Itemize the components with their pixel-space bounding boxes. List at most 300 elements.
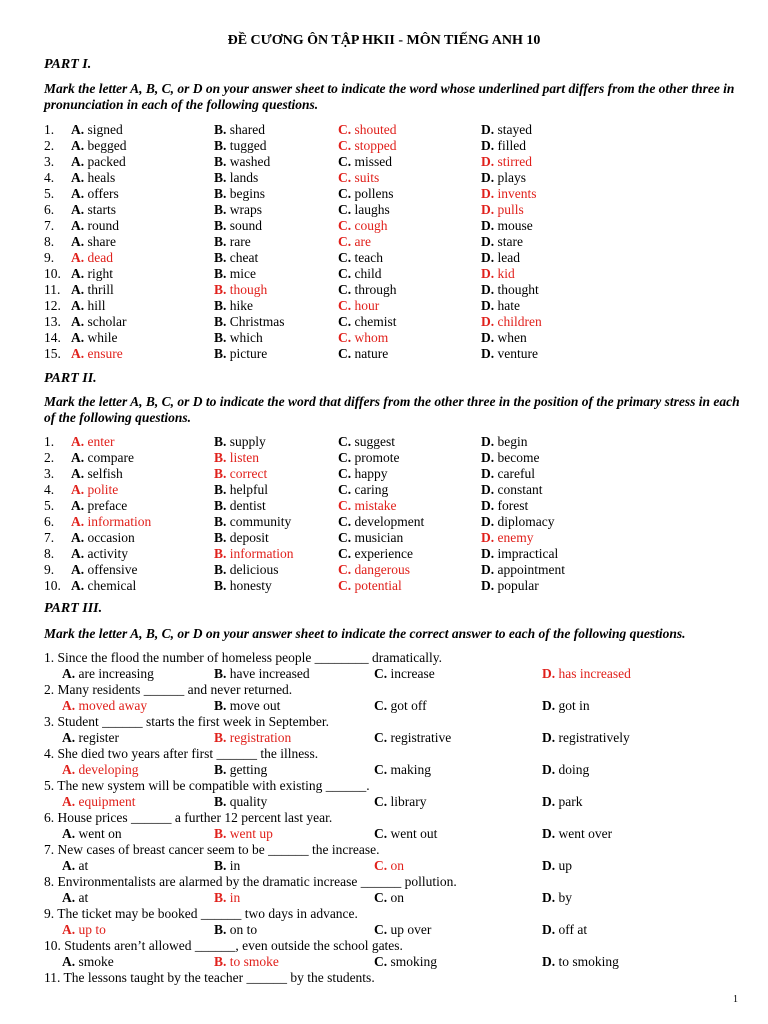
option-letter: B. (214, 314, 227, 329)
option-text: to smoke (229, 954, 279, 969)
option-a (62, 954, 114, 970)
option-text: doing (558, 762, 590, 777)
option-letter: B. (214, 250, 227, 265)
option-letter: C. (374, 666, 388, 681)
option-b (214, 666, 310, 682)
option-letter: B. (214, 530, 227, 545)
option-letter: C. (338, 482, 352, 497)
option-b (214, 858, 240, 874)
option-b (214, 578, 272, 594)
option-word: supply (229, 434, 266, 449)
option-text: off at (558, 922, 588, 937)
option-b (214, 890, 240, 906)
option-d (542, 666, 631, 682)
option-b (214, 298, 253, 314)
option-word: nature (354, 346, 389, 361)
question-stem: 9. The ticket may be booked ______ two days in advance. (44, 906, 358, 921)
part3-question-list (0, 650, 768, 986)
option-word: chemical (87, 578, 137, 593)
option-letter: D. (481, 282, 495, 297)
option-word: through (354, 282, 397, 297)
option-word: potential (354, 578, 402, 593)
option-text: has increased (558, 666, 631, 681)
option-letter: A. (71, 330, 85, 345)
option-letter: B. (214, 578, 227, 593)
option-d (481, 346, 538, 362)
option-letter: B. (214, 498, 227, 513)
option-letter: C. (338, 466, 352, 481)
option-word: cough (354, 218, 388, 233)
option-letter: D. (481, 530, 495, 545)
option-word: children (497, 314, 542, 329)
option-text: register (78, 730, 119, 745)
option-d (542, 794, 583, 810)
option-letter: A. (71, 346, 85, 361)
option-word: missed (354, 154, 393, 169)
part1-instruction: Mark the letter A, B, C, or D on your answer sheet to indicate the word whose underlined part differs from the other three in pronunciation in each of the following questions. (44, 81, 735, 112)
option-word: shouted (354, 122, 397, 137)
option-word: invents (497, 186, 537, 201)
option-letter: A. (71, 466, 85, 481)
option-text: park (558, 794, 583, 809)
option-word: rare (229, 234, 251, 249)
option-text: at (78, 858, 89, 873)
option-c (338, 434, 395, 450)
option-b (214, 482, 268, 498)
option-letter: A. (71, 546, 85, 561)
options-row (0, 794, 768, 810)
option-letter: A. (62, 954, 76, 969)
question-stem: 2. Many residents ______ and never returned. (44, 682, 293, 697)
option-letter: A. (71, 266, 85, 281)
option-b (214, 954, 279, 970)
option-c (338, 202, 390, 218)
option-letter: D. (481, 578, 495, 593)
option-letter: A. (71, 170, 85, 185)
option-c (374, 826, 437, 842)
option-a (71, 234, 116, 250)
question-number: 4. (44, 170, 55, 185)
option-text: registrative (390, 730, 452, 745)
option-a (62, 890, 88, 906)
option-d (542, 922, 587, 938)
option-word: impractical (497, 546, 559, 561)
option-c (374, 666, 435, 682)
option-d (481, 562, 565, 578)
option-d (481, 298, 520, 314)
option-text: registratively (558, 730, 630, 745)
option-c (338, 298, 379, 314)
option-word: tugged (229, 138, 267, 153)
option-letter: B. (214, 858, 227, 873)
option-b (214, 218, 262, 234)
option-letter: D. (481, 498, 495, 513)
question-number: 9. (44, 250, 55, 265)
option-letter: A. (62, 730, 76, 745)
option-c (374, 794, 427, 810)
option-word: careful (497, 466, 535, 481)
option-text: developing (78, 762, 139, 777)
option-b (214, 330, 263, 346)
option-text: equipment (78, 794, 136, 809)
option-word: diplomacy (497, 514, 555, 529)
option-b (214, 730, 291, 746)
option-text: went out (390, 826, 438, 841)
option-d (481, 138, 526, 154)
option-letter: D. (542, 858, 556, 873)
options-row (0, 858, 768, 874)
option-b (214, 250, 258, 266)
question-stem: 10. Students aren’t allowed ______, even outside the school gates. (44, 938, 403, 953)
option-word: Christmas (229, 314, 285, 329)
option-word: hour (354, 298, 380, 313)
option-word: wraps (229, 202, 263, 217)
option-letter: A. (71, 250, 85, 265)
option-letter: A. (62, 890, 76, 905)
option-c (374, 858, 404, 874)
option-letter: B. (214, 346, 227, 361)
option-letter: D. (481, 466, 495, 481)
option-text: up (558, 858, 572, 873)
option-word: are (354, 234, 371, 249)
option-text: went up (229, 826, 273, 841)
option-d (542, 954, 619, 970)
option-letter: C. (338, 562, 352, 577)
option-word: polite (87, 482, 119, 497)
option-word: dentist (229, 498, 266, 513)
option-word: community (229, 514, 292, 529)
option-c (338, 578, 402, 594)
option-word: chemist (354, 314, 397, 329)
option-letter: C. (338, 450, 352, 465)
option-letter: C. (338, 578, 352, 593)
option-letter: A. (71, 498, 85, 513)
option-a (71, 434, 114, 450)
option-c (338, 138, 397, 154)
option-word: hike (229, 298, 254, 313)
option-text: on (390, 858, 404, 873)
option-a (71, 330, 118, 346)
option-letter: D. (542, 698, 556, 713)
option-c (338, 562, 410, 578)
option-letter: A. (62, 922, 76, 937)
option-word: information (229, 546, 294, 561)
question-number: 2. (44, 450, 55, 465)
option-a (71, 562, 138, 578)
option-text: library (390, 794, 427, 809)
option-letter: D. (481, 250, 495, 265)
option-c (374, 698, 427, 714)
option-a (62, 730, 119, 746)
option-c (338, 482, 388, 498)
option-b (214, 530, 269, 546)
option-word: teach (354, 250, 383, 265)
option-letter: C. (338, 346, 352, 361)
option-word: pollens (354, 186, 394, 201)
option-b (214, 434, 266, 450)
option-word: lands (229, 170, 259, 185)
option-word: round (87, 218, 119, 233)
option-letter: B. (214, 514, 227, 529)
question-row (0, 346, 768, 362)
option-letter: B. (214, 218, 227, 233)
question-row (0, 234, 768, 250)
page-title: ĐỀ CƯƠNG ÔN TẬP HKII - MÔN TIẾNG ANH 10 (227, 33, 541, 48)
part1-question-list (0, 122, 768, 362)
option-word: enemy (497, 530, 534, 545)
option-a (71, 530, 135, 546)
question-number: 3. (44, 466, 55, 481)
option-word: popular (497, 578, 539, 593)
option-letter: C. (338, 170, 352, 185)
option-word: offers (87, 186, 119, 201)
question-number: 1. (44, 122, 55, 137)
option-c (338, 266, 382, 282)
option-word: constant (497, 482, 543, 497)
option-b (214, 546, 294, 562)
option-a (71, 138, 126, 154)
option-word: picture (229, 346, 268, 361)
option-letter: A. (62, 858, 76, 873)
option-b (214, 314, 285, 330)
option-c (338, 122, 397, 138)
option-b (214, 498, 266, 514)
option-letter: D. (481, 546, 495, 561)
option-d (481, 514, 555, 530)
option-c (374, 730, 451, 746)
part1-heading: PART I. (44, 57, 92, 72)
part3-instruction: Mark the letter A, B, C, or D on your answer sheet to indicate the correct answer to each of the following questions. (44, 626, 686, 641)
option-c (338, 450, 400, 466)
option-d (481, 234, 523, 250)
option-d (481, 170, 526, 186)
option-text: increase (390, 666, 435, 681)
option-d (481, 154, 532, 170)
question-number: 7. (44, 530, 55, 545)
option-text: in (229, 858, 241, 873)
option-b (214, 762, 267, 778)
question-row (0, 562, 768, 578)
option-text: went over (558, 826, 613, 841)
option-letter: C. (338, 154, 352, 169)
option-letter: A. (71, 202, 85, 217)
option-letter: D. (481, 202, 495, 217)
question-number: 5. (44, 186, 55, 201)
option-word: stayed (497, 122, 532, 137)
option-letter: A. (71, 514, 85, 529)
option-letter: C. (338, 546, 352, 561)
option-b (214, 266, 256, 282)
question-number: 8. (44, 546, 55, 561)
option-letter: C. (374, 794, 388, 809)
option-letter: B. (214, 298, 227, 313)
option-d (481, 314, 542, 330)
option-word: promote (354, 450, 400, 465)
option-letter: D. (542, 666, 556, 681)
option-letter: A. (71, 282, 85, 297)
option-a (71, 218, 119, 234)
option-letter: D. (542, 922, 556, 937)
option-word: helpful (229, 482, 269, 497)
question-number: 6. (44, 202, 55, 217)
question-row (0, 202, 768, 218)
option-d (481, 434, 528, 450)
option-a (71, 202, 116, 218)
option-text: registration (229, 730, 292, 745)
option-a (71, 282, 114, 298)
option-word: appointment (497, 562, 565, 577)
option-letter: D. (481, 234, 495, 249)
option-letter: D. (481, 218, 495, 233)
option-d (481, 330, 527, 346)
option-letter: B. (214, 826, 227, 841)
option-word: lead (497, 250, 520, 265)
option-a (62, 858, 88, 874)
option-letter: B. (214, 138, 227, 153)
option-letter: D. (542, 762, 556, 777)
option-d (481, 466, 535, 482)
option-a (62, 666, 154, 682)
option-letter: D. (481, 266, 495, 281)
option-text: got in (558, 698, 590, 713)
question-row (0, 330, 768, 346)
option-letter: C. (338, 314, 352, 329)
question-row (0, 218, 768, 234)
option-text: up over (390, 922, 432, 937)
option-letter: D. (542, 826, 556, 841)
option-letter: C. (338, 434, 352, 449)
option-letter: A. (62, 698, 76, 713)
option-letter: D. (481, 450, 495, 465)
option-a (71, 450, 134, 466)
options-row (0, 730, 768, 746)
question-stem: 5. The new system will be compatible with existing ______. (44, 778, 370, 793)
question-row (0, 154, 768, 170)
option-a (62, 826, 122, 842)
question-row (0, 514, 768, 530)
option-word: happy (354, 466, 388, 481)
option-a (71, 250, 113, 266)
option-b (214, 234, 251, 250)
option-d (481, 450, 539, 466)
option-letter: D. (481, 562, 495, 577)
option-letter: B. (214, 122, 227, 137)
option-letter: D. (481, 330, 495, 345)
option-word: child (354, 266, 382, 281)
option-letter: D. (542, 890, 556, 905)
option-text: making (390, 762, 431, 777)
option-b (214, 186, 265, 202)
question-number: 7. (44, 218, 55, 233)
question-number: 9. (44, 562, 55, 577)
option-a (71, 170, 115, 186)
option-letter: D. (542, 954, 556, 969)
option-word: pulls (497, 202, 524, 217)
option-c (374, 954, 437, 970)
option-word: whom (354, 330, 389, 345)
option-letter: C. (374, 730, 388, 745)
option-word: dangerous (354, 562, 410, 577)
option-c (338, 466, 388, 482)
option-text: moved away (78, 698, 148, 713)
option-c (338, 514, 424, 530)
option-letter: C. (338, 498, 352, 513)
option-word: right (87, 266, 113, 281)
question-number: 10. (44, 578, 61, 593)
option-letter: B. (214, 546, 227, 561)
option-word: dead (87, 250, 113, 265)
option-d (542, 762, 589, 778)
option-b (214, 562, 279, 578)
option-b (214, 514, 291, 530)
option-word: offensive (87, 562, 138, 577)
option-text: by (558, 890, 572, 905)
option-letter: A. (71, 138, 85, 153)
option-letter: C. (338, 330, 352, 345)
option-word: information (87, 514, 152, 529)
option-text: have increased (229, 666, 310, 681)
option-c (338, 186, 394, 202)
option-text: at (78, 890, 89, 905)
option-letter: B. (214, 762, 227, 777)
option-b (214, 154, 270, 170)
option-d (481, 202, 524, 218)
option-d (481, 266, 515, 282)
option-a (71, 514, 151, 530)
question-number: 2. (44, 138, 55, 153)
option-a (62, 698, 147, 714)
option-d (481, 498, 528, 514)
option-letter: B. (214, 890, 227, 905)
option-b (214, 138, 267, 154)
question-number: 1. (44, 434, 55, 449)
option-b (214, 922, 257, 938)
option-word: listen (229, 450, 260, 465)
question-number: 12. (44, 298, 61, 313)
option-letter: D. (542, 730, 556, 745)
option-b (214, 450, 259, 466)
option-letter: B. (214, 266, 227, 281)
option-letter: B. (214, 450, 227, 465)
option-letter: C. (338, 282, 352, 297)
option-word: thought (497, 282, 539, 297)
option-b (214, 826, 273, 842)
option-d (481, 530, 534, 546)
option-c (338, 282, 397, 298)
options-row (0, 922, 768, 938)
question-row (0, 282, 768, 298)
option-b (214, 122, 265, 138)
option-d (481, 546, 558, 562)
options-row (0, 666, 768, 682)
option-letter: C. (374, 858, 388, 873)
option-d (542, 730, 630, 746)
option-word: musician (354, 530, 404, 545)
option-letter: A. (71, 186, 85, 201)
option-letter: A. (62, 762, 76, 777)
option-letter: D. (481, 314, 495, 329)
option-c (374, 762, 431, 778)
option-c (338, 530, 403, 546)
question-number: 5. (44, 498, 55, 513)
option-word: venture (497, 346, 538, 361)
option-text: in (229, 890, 241, 905)
option-d (481, 482, 543, 498)
option-a (71, 314, 126, 330)
options-row (0, 890, 768, 906)
option-text: getting (229, 762, 268, 777)
options-row (0, 762, 768, 778)
